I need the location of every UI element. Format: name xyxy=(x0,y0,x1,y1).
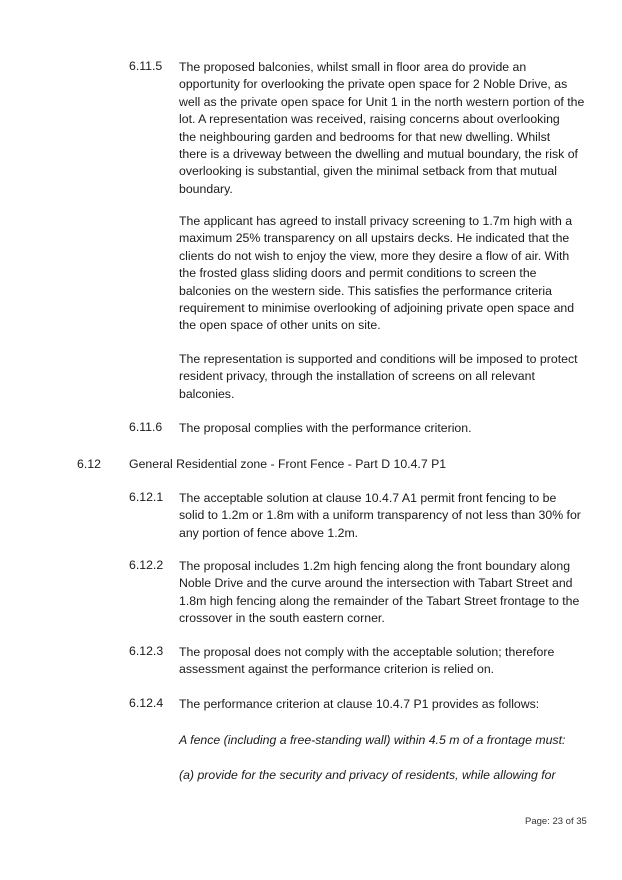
text-line: The acceptable solution at clause 10.4.7 A1 permit front fencing to be xyxy=(179,491,557,505)
text-line: Noble Drive and the curve around the intersection with Tabart Street and xyxy=(179,576,573,591)
text-line: lot. A representation was received, raising concerns about overlooking xyxy=(179,112,560,127)
text-line: balconies. xyxy=(179,386,235,401)
text-line: boundary. xyxy=(179,181,233,196)
section-number: 6.12 xyxy=(77,457,101,471)
paragraph-number: 6.12.1 xyxy=(129,490,164,504)
paragraph-text xyxy=(179,351,579,403)
text-line: The proposed balconies, whilst small in floor area do provide an xyxy=(179,60,527,74)
text-line: the neighbouring garden and bedrooms for that new dwelling. Whilst xyxy=(179,129,551,144)
paragraph-number: 6.11.6 xyxy=(129,420,163,434)
paragraph-text xyxy=(179,420,579,437)
quote-line: A fence (including a free-standing wall) within 4.5 m of a frontage must: xyxy=(179,733,566,747)
text-line: there is a driveway between the dwelling and mutual boundary, the risk of xyxy=(179,147,578,162)
paragraph-text xyxy=(179,213,579,335)
section-title: General Residential zone - Front Fence - Part D 10.4.7 P1 xyxy=(129,457,447,471)
quote-line: (a) provide for the security and privacy of residents, while allowing for xyxy=(179,768,556,782)
text-line: requirement to minimise overlooking of adjoining private open space and xyxy=(179,301,575,316)
page-number-footer: Page: 23 of 35 xyxy=(525,816,587,827)
text-line: resident privacy, through the installation of screens on all relevant xyxy=(179,369,535,384)
paragraph-text xyxy=(179,644,579,679)
text-line: The proposal complies with the performance criterion. xyxy=(179,421,472,435)
text-line: clients do not wish to enjoy the view, more they desire a flow of air. With xyxy=(179,248,570,263)
paragraph-text xyxy=(179,558,579,628)
paragraph-number: 6.12.3 xyxy=(129,644,164,658)
text-line: The performance criterion at clause 10.4.7 P1 provides as follows: xyxy=(179,697,540,711)
text-line: 1.8m high fencing along the remainder of the Tabart Street frontage to the xyxy=(179,593,580,608)
text-line: well as the private open space for Unit 1 in the north western portion of the xyxy=(179,94,585,109)
text-line: The representation is supported and conditions will be imposed to protect xyxy=(179,352,578,366)
text-line: assessment against the performance criterion is relied on. xyxy=(179,662,495,677)
text-line: solid to 1.2m or 1.8m with a uniform transparency of not less than 30% for xyxy=(179,508,581,523)
text-line: The applicant has agreed to install privacy screening to 1.7m high with a xyxy=(179,214,573,228)
text-line: The proposal does not comply with the acceptable solution; therefore xyxy=(179,645,555,659)
paragraph-number: 6.12.2 xyxy=(129,558,164,572)
text-line: balconies on the western side. This satisfies the performance criteria xyxy=(179,283,552,298)
text-line: the open space of other units on site. xyxy=(179,318,381,333)
text-line: opportunity for overlooking the private open space for 2 Noble Drive, as xyxy=(179,77,568,92)
text-line: any portion of fence above 1.2m. xyxy=(179,525,359,540)
text-line: the frosted glass sliding doors and permit conditions to screen the xyxy=(179,266,537,281)
paragraph-number: 6.11.5 xyxy=(129,59,163,73)
text-line: maximum 25% transparency on all upstairs decks. He indicated that the xyxy=(179,231,570,246)
text-line: crossover in the south eastern corner. xyxy=(179,611,385,626)
paragraph-text xyxy=(179,59,585,198)
text-line: overlooking is substantial, given the minimal setback from that mutual xyxy=(179,164,557,179)
paragraph-text xyxy=(179,696,579,713)
paragraph-number: 6.12.4 xyxy=(129,696,164,710)
text-line: The proposal includes 1.2m high fencing along the front boundary along xyxy=(179,559,571,573)
paragraph-text xyxy=(179,490,579,542)
